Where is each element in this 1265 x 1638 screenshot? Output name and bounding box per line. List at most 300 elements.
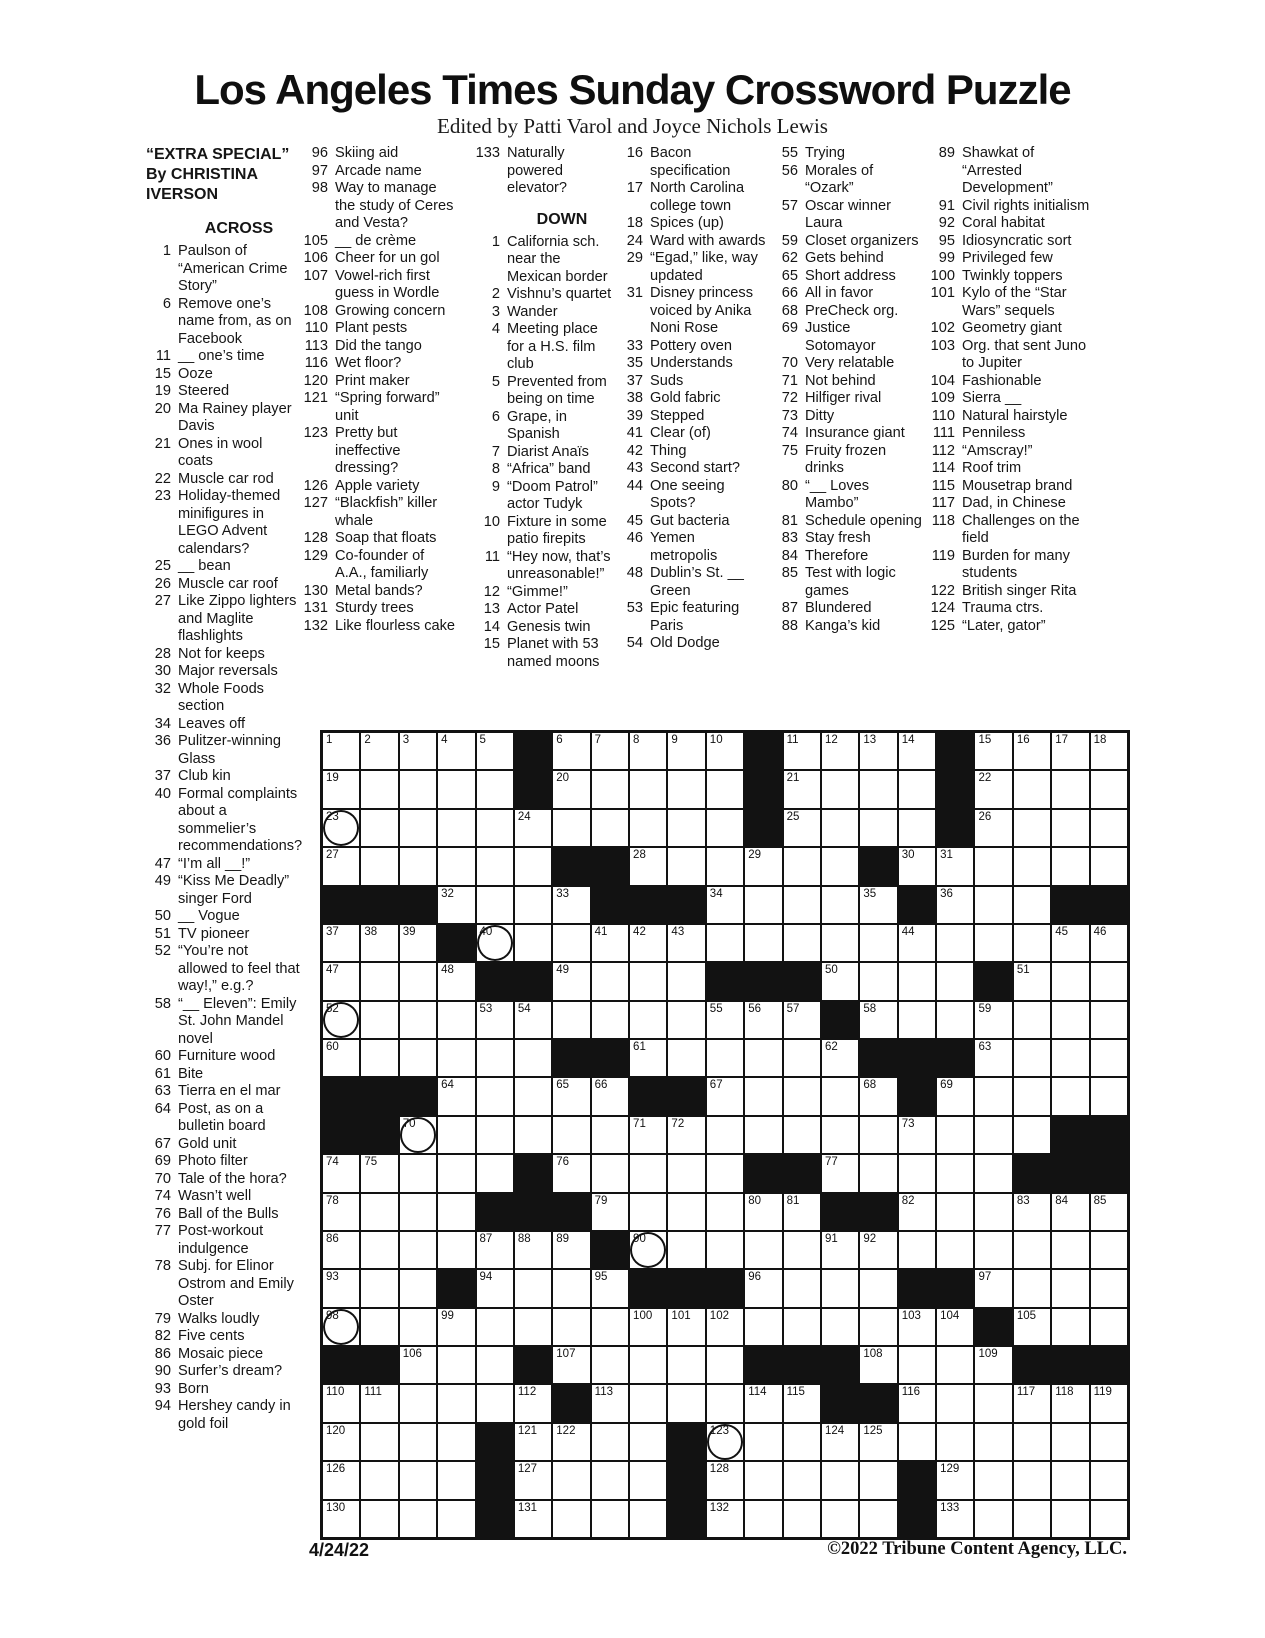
grid-cell[interactable] (784, 1501, 820, 1537)
grid-cell[interactable] (323, 1194, 359, 1230)
grid-cell[interactable] (899, 1155, 935, 1191)
grid-cell[interactable] (1091, 1385, 1127, 1421)
grid-cell[interactable] (822, 1078, 858, 1114)
grid-cell[interactable] (361, 1462, 397, 1498)
grid-cell[interactable] (668, 963, 704, 999)
grid-cell[interactable] (592, 1155, 628, 1191)
grid-cell[interactable] (937, 1155, 973, 1191)
grid-cell[interactable] (784, 810, 820, 846)
grid-cell[interactable] (707, 1501, 743, 1537)
grid-cell[interactable] (707, 887, 743, 923)
grid-cell[interactable] (1091, 810, 1127, 846)
grid-cell[interactable] (361, 848, 397, 884)
grid-cell[interactable] (361, 963, 397, 999)
grid-cell[interactable] (361, 1194, 397, 1230)
grid-cell[interactable] (553, 1002, 589, 1038)
grid-cell[interactable] (477, 810, 513, 846)
grid-cell[interactable] (438, 1040, 474, 1076)
grid-cell[interactable] (975, 1385, 1011, 1421)
grid-cell[interactable] (553, 1155, 589, 1191)
grid-cell[interactable] (899, 1385, 935, 1421)
grid-cell[interactable] (899, 1424, 935, 1460)
grid-cell[interactable] (592, 733, 628, 769)
grid-cell[interactable] (1014, 1309, 1050, 1345)
grid-cell[interactable] (822, 771, 858, 807)
grid-cell[interactable] (515, 1501, 551, 1537)
grid-cell[interactable] (1091, 1424, 1127, 1460)
grid-cell[interactable] (668, 1232, 704, 1268)
grid-cell[interactable] (1014, 1117, 1050, 1153)
grid-cell[interactable] (592, 1462, 628, 1498)
grid-cell[interactable] (477, 1040, 513, 1076)
grid-cell[interactable] (477, 1078, 513, 1114)
grid-cell[interactable] (515, 1078, 551, 1114)
grid-cell[interactable] (745, 1424, 781, 1460)
grid-cell[interactable] (1052, 1462, 1088, 1498)
grid-cell[interactable] (784, 771, 820, 807)
grid-cell[interactable] (975, 1347, 1011, 1383)
grid-cell[interactable] (668, 1347, 704, 1383)
grid-cell[interactable] (707, 810, 743, 846)
grid-cell[interactable] (477, 1232, 513, 1268)
grid-cell[interactable] (1052, 1078, 1088, 1114)
grid-cell[interactable] (937, 848, 973, 884)
grid-cell[interactable] (1091, 1194, 1127, 1230)
grid-cell[interactable] (438, 733, 474, 769)
grid-cell[interactable] (1014, 771, 1050, 807)
grid-cell[interactable] (1052, 1501, 1088, 1537)
grid-cell[interactable] (630, 1462, 666, 1498)
grid-cell[interactable] (630, 1117, 666, 1153)
grid-cell[interactable] (630, 848, 666, 884)
grid-cell[interactable] (1014, 887, 1050, 923)
grid-cell[interactable] (553, 963, 589, 999)
grid-cell[interactable] (630, 1309, 666, 1345)
grid-cell[interactable] (361, 1002, 397, 1038)
grid-cell[interactable] (822, 963, 858, 999)
grid-cell[interactable] (822, 810, 858, 846)
grid-cell[interactable] (323, 963, 359, 999)
grid-cell[interactable] (400, 1270, 436, 1306)
grid-cell[interactable] (400, 963, 436, 999)
grid-cell[interactable] (361, 771, 397, 807)
grid-cell[interactable] (1091, 925, 1127, 961)
grid-cell[interactable] (668, 1194, 704, 1230)
grid-cell[interactable] (1052, 1270, 1088, 1306)
grid-cell[interactable] (438, 1155, 474, 1191)
grid-cell[interactable] (899, 771, 935, 807)
grid-cell[interactable] (438, 1117, 474, 1153)
grid-cell[interactable] (515, 848, 551, 884)
grid-cell[interactable] (630, 810, 666, 846)
grid-cell[interactable] (323, 1270, 359, 1306)
grid-cell[interactable] (975, 887, 1011, 923)
grid-cell[interactable] (592, 1117, 628, 1153)
grid-cell[interactable] (668, 1309, 704, 1345)
grid-cell[interactable] (899, 848, 935, 884)
grid-cell[interactable] (592, 1309, 628, 1345)
grid-cell[interactable] (515, 1309, 551, 1345)
grid-cell[interactable] (438, 810, 474, 846)
grid-cell[interactable] (784, 925, 820, 961)
grid-cell[interactable] (400, 1155, 436, 1191)
grid-cell[interactable] (860, 963, 896, 999)
grid-cell[interactable] (323, 1424, 359, 1460)
grid-cell[interactable] (707, 1232, 743, 1268)
grid-cell[interactable] (477, 733, 513, 769)
grid-cell[interactable] (438, 1232, 474, 1268)
grid-cell[interactable] (668, 733, 704, 769)
grid-cell[interactable] (1091, 1078, 1127, 1114)
grid-cell[interactable] (707, 1002, 743, 1038)
grid-cell[interactable] (323, 1155, 359, 1191)
grid-cell[interactable] (400, 1194, 436, 1230)
grid-cell[interactable] (668, 810, 704, 846)
grid-cell[interactable] (553, 887, 589, 923)
grid-cell[interactable] (822, 1501, 858, 1537)
grid-cell[interactable] (707, 1462, 743, 1498)
grid-cell[interactable] (477, 1002, 513, 1038)
grid-cell[interactable] (975, 1424, 1011, 1460)
grid-cell[interactable] (630, 1501, 666, 1537)
grid-cell[interactable] (860, 1424, 896, 1460)
grid-cell[interactable] (860, 1501, 896, 1537)
grid-cell[interactable] (438, 887, 474, 923)
grid-cell[interactable] (400, 810, 436, 846)
grid-cell[interactable] (745, 1078, 781, 1114)
grid-cell[interactable] (975, 1270, 1011, 1306)
grid-cell[interactable] (477, 1385, 513, 1421)
grid-cell[interactable] (1052, 1194, 1088, 1230)
grid-cell[interactable] (1014, 1462, 1050, 1498)
grid-cell[interactable] (361, 1385, 397, 1421)
grid-cell[interactable] (400, 1232, 436, 1268)
grid-cell[interactable] (400, 1002, 436, 1038)
grid-cell[interactable] (400, 1462, 436, 1498)
grid-cell[interactable] (668, 925, 704, 961)
grid-cell[interactable] (1091, 1002, 1127, 1038)
grid-cell[interactable] (630, 1040, 666, 1076)
grid-cell[interactable] (860, 925, 896, 961)
grid-cell[interactable] (630, 925, 666, 961)
grid-cell[interactable] (1091, 848, 1127, 884)
grid-cell[interactable] (860, 810, 896, 846)
grid-cell[interactable] (707, 1424, 743, 1460)
grid-cell[interactable] (630, 963, 666, 999)
grid-cell[interactable] (592, 1194, 628, 1230)
grid-cell[interactable] (400, 1424, 436, 1460)
grid-cell[interactable] (822, 1424, 858, 1460)
grid-cell[interactable] (1014, 1040, 1050, 1076)
grid-cell[interactable] (668, 771, 704, 807)
grid-cell[interactable] (937, 1232, 973, 1268)
grid-cell[interactable] (668, 1040, 704, 1076)
grid-cell[interactable] (1052, 1385, 1088, 1421)
grid-cell[interactable] (477, 1347, 513, 1383)
grid-cell[interactable] (937, 963, 973, 999)
grid-cell[interactable] (707, 848, 743, 884)
grid-cell[interactable] (975, 848, 1011, 884)
grid-cell[interactable] (361, 1424, 397, 1460)
grid-cell[interactable] (937, 1424, 973, 1460)
grid-cell[interactable] (745, 1309, 781, 1345)
grid-cell[interactable] (515, 1232, 551, 1268)
grid-cell[interactable] (323, 810, 359, 846)
grid-cell[interactable] (1091, 1501, 1127, 1537)
grid-cell[interactable] (361, 925, 397, 961)
grid-cell[interactable] (975, 1462, 1011, 1498)
grid-cell[interactable] (553, 1117, 589, 1153)
grid-cell[interactable] (323, 925, 359, 961)
grid-cell[interactable] (745, 1385, 781, 1421)
grid-cell[interactable] (822, 887, 858, 923)
grid-cell[interactable] (745, 1194, 781, 1230)
grid-cell[interactable] (515, 1385, 551, 1421)
grid-cell[interactable] (515, 1002, 551, 1038)
grid-cell[interactable] (323, 1385, 359, 1421)
grid-cell[interactable] (975, 1194, 1011, 1230)
grid-cell[interactable] (553, 1462, 589, 1498)
grid-cell[interactable] (361, 810, 397, 846)
grid-cell[interactable] (630, 1347, 666, 1383)
grid-cell[interactable] (784, 1424, 820, 1460)
grid-cell[interactable] (361, 1155, 397, 1191)
grid-cell[interactable] (438, 1309, 474, 1345)
grid-cell[interactable] (323, 1309, 359, 1345)
grid-cell[interactable] (477, 925, 513, 961)
grid-cell[interactable] (1091, 1040, 1127, 1076)
grid-cell[interactable] (400, 1347, 436, 1383)
grid-cell[interactable] (822, 1270, 858, 1306)
grid-cell[interactable] (1014, 810, 1050, 846)
grid-cell[interactable] (975, 925, 1011, 961)
grid-cell[interactable] (707, 1385, 743, 1421)
grid-cell[interactable] (975, 1232, 1011, 1268)
grid-cell[interactable] (1091, 1270, 1127, 1306)
grid-cell[interactable] (707, 1040, 743, 1076)
grid-cell[interactable] (975, 1501, 1011, 1537)
grid-cell[interactable] (438, 1194, 474, 1230)
grid-cell[interactable] (630, 733, 666, 769)
grid-cell[interactable] (899, 925, 935, 961)
grid-cell[interactable] (899, 1002, 935, 1038)
grid-cell[interactable] (630, 771, 666, 807)
grid-cell[interactable] (592, 1078, 628, 1114)
grid-cell[interactable] (553, 1309, 589, 1345)
grid-cell[interactable] (745, 1002, 781, 1038)
grid-cell[interactable] (477, 771, 513, 807)
grid-cell[interactable] (745, 1501, 781, 1537)
grid-cell[interactable] (553, 1424, 589, 1460)
grid-cell[interactable] (1091, 963, 1127, 999)
grid-cell[interactable] (592, 771, 628, 807)
grid-cell[interactable] (553, 1501, 589, 1537)
grid-cell[interactable] (1052, 771, 1088, 807)
grid-cell[interactable] (361, 1040, 397, 1076)
grid-cell[interactable] (860, 733, 896, 769)
grid-cell[interactable] (899, 1232, 935, 1268)
grid-cell[interactable] (937, 925, 973, 961)
grid-cell[interactable] (707, 1194, 743, 1230)
grid-cell[interactable] (937, 1462, 973, 1498)
grid-cell[interactable] (1052, 1232, 1088, 1268)
grid-cell[interactable] (975, 1002, 1011, 1038)
grid-cell[interactable] (323, 1002, 359, 1038)
grid-cell[interactable] (438, 1501, 474, 1537)
grid-cell[interactable] (438, 1462, 474, 1498)
grid-cell[interactable] (515, 1270, 551, 1306)
grid-cell[interactable] (784, 1078, 820, 1114)
grid-cell[interactable] (361, 733, 397, 769)
grid-cell[interactable] (784, 1002, 820, 1038)
grid-cell[interactable] (745, 1270, 781, 1306)
grid-cell[interactable] (784, 733, 820, 769)
grid-cell[interactable] (438, 771, 474, 807)
grid-cell[interactable] (323, 1462, 359, 1498)
grid-cell[interactable] (975, 1040, 1011, 1076)
grid-cell[interactable] (745, 1040, 781, 1076)
grid-cell[interactable] (515, 1462, 551, 1498)
grid-cell[interactable] (822, 848, 858, 884)
grid-cell[interactable] (707, 1309, 743, 1345)
grid-cell[interactable] (592, 1270, 628, 1306)
grid-cell[interactable] (515, 1117, 551, 1153)
grid-cell[interactable] (323, 771, 359, 807)
grid-cell[interactable] (745, 1117, 781, 1153)
grid-cell[interactable] (400, 848, 436, 884)
grid-cell[interactable] (937, 1347, 973, 1383)
grid-cell[interactable] (707, 925, 743, 961)
grid-cell[interactable] (361, 1309, 397, 1345)
grid-cell[interactable] (592, 1347, 628, 1383)
grid-cell[interactable] (361, 1232, 397, 1268)
grid-cell[interactable] (707, 1078, 743, 1114)
grid-cell[interactable] (860, 1002, 896, 1038)
grid-cell[interactable] (937, 1385, 973, 1421)
grid-cell[interactable] (860, 1155, 896, 1191)
grid-cell[interactable] (937, 887, 973, 923)
grid-cell[interactable] (553, 1347, 589, 1383)
grid-cell[interactable] (477, 1309, 513, 1345)
grid-cell[interactable] (707, 1155, 743, 1191)
grid-cell[interactable] (515, 887, 551, 923)
grid-cell[interactable] (1014, 963, 1050, 999)
grid-cell[interactable] (937, 1117, 973, 1153)
grid-cell[interactable] (668, 1117, 704, 1153)
grid-cell[interactable] (477, 1270, 513, 1306)
grid-cell[interactable] (860, 1232, 896, 1268)
grid-cell[interactable] (937, 1309, 973, 1345)
grid-cell[interactable] (1014, 1078, 1050, 1114)
grid-cell[interactable] (592, 1385, 628, 1421)
grid-cell[interactable] (477, 1155, 513, 1191)
grid-cell[interactable] (553, 1270, 589, 1306)
grid-cell[interactable] (1052, 1309, 1088, 1345)
grid-cell[interactable] (400, 1040, 436, 1076)
grid-cell[interactable] (784, 1040, 820, 1076)
grid-cell[interactable] (784, 1385, 820, 1421)
grid-cell[interactable] (1052, 1040, 1088, 1076)
grid-cell[interactable] (860, 1462, 896, 1498)
grid-cell[interactable] (745, 1462, 781, 1498)
grid-cell[interactable] (822, 1117, 858, 1153)
grid-cell[interactable] (553, 1232, 589, 1268)
grid-cell[interactable] (1052, 810, 1088, 846)
grid-cell[interactable] (1014, 1194, 1050, 1230)
grid-cell[interactable] (553, 810, 589, 846)
grid-cell[interactable] (553, 1078, 589, 1114)
grid-cell[interactable] (822, 1155, 858, 1191)
grid-cell[interactable] (1091, 733, 1127, 769)
grid-cell[interactable] (592, 963, 628, 999)
grid-cell[interactable] (822, 925, 858, 961)
grid-cell[interactable] (860, 1347, 896, 1383)
grid-cell[interactable] (860, 1270, 896, 1306)
grid-cell[interactable] (438, 848, 474, 884)
grid-cell[interactable] (592, 1424, 628, 1460)
grid-cell[interactable] (630, 1424, 666, 1460)
grid-cell[interactable] (860, 771, 896, 807)
grid-cell[interactable] (822, 1309, 858, 1345)
grid-cell[interactable] (860, 1117, 896, 1153)
grid-cell[interactable] (592, 1501, 628, 1537)
grid-cell[interactable] (1091, 771, 1127, 807)
grid-cell[interactable] (477, 848, 513, 884)
grid-cell[interactable] (515, 1424, 551, 1460)
grid-cell[interactable] (822, 733, 858, 769)
grid-cell[interactable] (937, 1002, 973, 1038)
grid-cell[interactable] (937, 1501, 973, 1537)
grid-cell[interactable] (630, 1002, 666, 1038)
grid-cell[interactable] (1052, 925, 1088, 961)
grid-cell[interactable] (1052, 848, 1088, 884)
grid-cell[interactable] (400, 733, 436, 769)
grid-cell[interactable] (899, 810, 935, 846)
grid-cell[interactable] (323, 848, 359, 884)
grid-cell[interactable] (860, 1309, 896, 1345)
grid-cell[interactable] (400, 1309, 436, 1345)
grid-cell[interactable] (707, 771, 743, 807)
grid-cell[interactable] (707, 1117, 743, 1153)
grid-cell[interactable] (1091, 1462, 1127, 1498)
grid-cell[interactable] (784, 1462, 820, 1498)
grid-cell[interactable] (438, 1002, 474, 1038)
grid-cell[interactable] (400, 1501, 436, 1537)
grid-cell[interactable] (1091, 1232, 1127, 1268)
grid-cell[interactable] (822, 1040, 858, 1076)
grid-cell[interactable] (553, 925, 589, 961)
grid-cell[interactable] (515, 1040, 551, 1076)
grid-cell[interactable] (1014, 1270, 1050, 1306)
grid-cell[interactable] (323, 1040, 359, 1076)
grid-cell[interactable] (745, 848, 781, 884)
grid-cell[interactable] (668, 1002, 704, 1038)
grid-cell[interactable] (323, 1232, 359, 1268)
grid-cell[interactable] (592, 925, 628, 961)
grid-cell[interactable] (400, 1385, 436, 1421)
grid-cell[interactable] (975, 1078, 1011, 1114)
grid-cell[interactable] (937, 1078, 973, 1114)
grid-cell[interactable] (630, 1194, 666, 1230)
grid-cell[interactable] (630, 1232, 666, 1268)
grid-cell[interactable] (630, 1385, 666, 1421)
grid-cell[interactable] (1091, 1309, 1127, 1345)
grid-cell[interactable] (477, 887, 513, 923)
grid-cell[interactable] (438, 1424, 474, 1460)
grid-cell[interactable] (1014, 1501, 1050, 1537)
grid-cell[interactable] (515, 810, 551, 846)
grid-cell[interactable] (477, 1117, 513, 1153)
